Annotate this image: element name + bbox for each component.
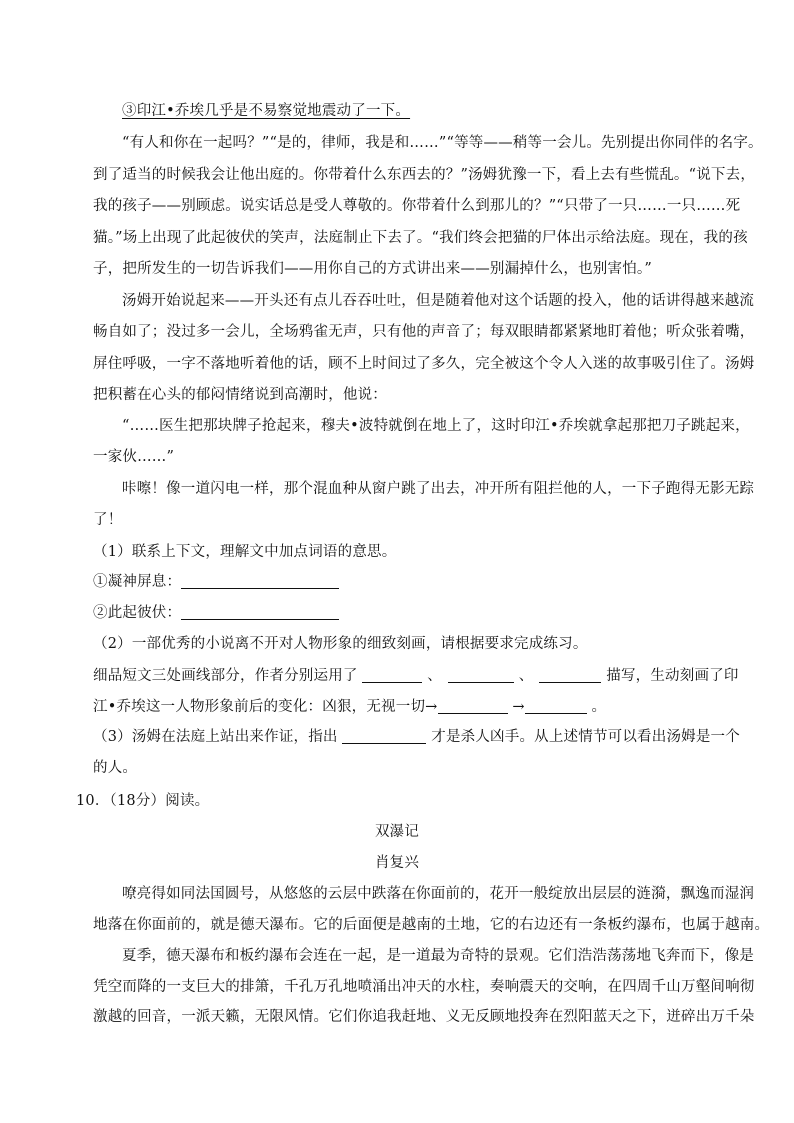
answer-blank[interactable] (525, 697, 587, 714)
q10-header: 10．（18分）阅读。 (76, 793, 210, 809)
story-line: 一家伙……” (93, 449, 175, 465)
story-line: 到了适当的时候我会让他出庭的。你带着什么东西去的？”汤姆犹豫一下，看上去有些慌乱。“说下去， (93, 167, 756, 183)
answer-blank[interactable] (539, 666, 601, 683)
answer-blank[interactable] (181, 603, 339, 620)
answer-blank[interactable] (342, 727, 426, 744)
article-title: 双瀑记 (374, 824, 420, 840)
story-line: 汤姆开始说起来——开头还有点儿吞吞吐吐，但是随着他对这个话题的投入，他的话讲得越来越流 (122, 293, 755, 309)
underlined-sentence-3: ③印江•乔埃几乎是不易察觉地震动了一下。 (122, 103, 411, 119)
article-line: 凭空而降的一支巨大的排箫，千孔万孔地喷涌出冲天的水柱，奏响震天的交响，在四周千山万壑间响彻 (93, 979, 755, 995)
story-line: 猫。”场上出现了此起彼伏的笑声，法庭制止下去了。“我们终会把猫的尸体出示给法庭。现在，我的孩 (93, 230, 748, 246)
article-author: 肖复兴 (374, 855, 420, 871)
question-3-cont: 的人。 (93, 760, 138, 776)
story-line: 咔嚓！像一道闪电一样，那个混血种从窗户跳了出去，冲开所有阻拦他的人，一下子跑得无影无踪 (122, 481, 755, 497)
article-line: 夏季，德天瀑布和板约瀑布会连在一起，是一道最为奇特的景观。它们浩浩荡荡地飞奔而下，像是 (122, 948, 755, 964)
question-1a: ①凝神屏息： (93, 567, 723, 597)
article-line: 激越的回音，一派天籁，无限风情。它们你追我赶地、义无反顾地投奔在烈阳蓝天之下，迸碎出万千朵 (93, 1009, 755, 1025)
answer-blank[interactable] (438, 697, 508, 714)
question-2-line2: 江•乔埃这一人物形象前后的变化：凶狠，无视一切→ → 。 (93, 699, 607, 715)
question-2: （2）一部优秀的小说离不开对人物形象的细致刻画，请根据要求完成练习。 (93, 636, 588, 652)
story-line: “……医生把那块牌子抢起来，穆夫•波特就倒在地上了，这时印江•乔埃就拿起那把刀子跳起来， (122, 418, 750, 434)
question-2-line1: 细品短文三处画线部分，作者分别运用了 、 、 描写，生动刻画了印 (93, 668, 739, 684)
story-line: 畅自如了；没过多一会儿，全场鸦雀无声，只有他的声音了；每双眼睛都紧紧地盯着他；听众张着嘴， (93, 324, 755, 340)
story-line: 屏住呼吸，一字不落地听着他的话，顾不上时间过了多久，完全被这个令人入迷的故事吸引住了。汤姆 (93, 356, 755, 372)
story-line: 我的孩子——别顾虑。说实话总是受人尊敬的。你带着什么到那儿的？”“只带了一只……一只……死 (93, 198, 741, 214)
story-line: 子，把所发生的一切告诉我们——用你自己的方式讲出来——别漏掉什么，也别害怕。” (93, 261, 652, 277)
answer-blank[interactable] (181, 572, 339, 589)
story-line: 把积蓄在心头的郁闷情绪说到高潮时，他说： (93, 387, 387, 403)
question-3: （3）汤姆在法庭上站出来作证，指出 才是杀人凶手。从上述情节可以看出汤姆是一个 (93, 729, 740, 745)
question-1b: ②此起彼伏： (93, 598, 723, 628)
article-line: 地落在你面前的，就是德天瀑布。它的后面便是越南的土地，它的右边还有一条板约瀑布，也属于越南。 (93, 917, 770, 933)
question-1: （1）联系上下文，理解文中加点词语的意思。 (93, 544, 397, 560)
story-line: “有人和你在一起吗？”“是的，律师，我是和……”“等等——稍等一会儿。先别提出你同伴的名字。 (122, 135, 763, 151)
article-line: 嘹亮得如同法国圆号，从悠悠的云层中跌落在你面前的，花开一般绽放出层层的涟漪，飘逸而湿润 (122, 886, 755, 902)
answer-blank[interactable] (448, 666, 514, 683)
answer-blank[interactable] (362, 666, 422, 683)
story-line: 了！ (93, 512, 123, 528)
